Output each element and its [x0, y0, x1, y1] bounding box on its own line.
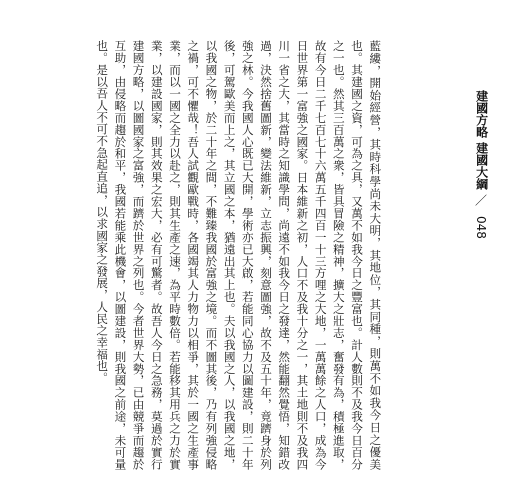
page-number: 048	[474, 216, 488, 239]
header-separator: ／	[473, 194, 488, 206]
body-text: 藍縷，開始經營，其時科學尚未大明，其地位，其同種，則萬不如我今日之優美也。其建國之資，可為之具，又萬不如我今日之豐富也。計人數則不及我今日百分之一也。然其三百萬之衆，皆具冒險之精神，擴大之壯志，奮發有為，積極進取，故有今日二千七百七十六萬五千四百一十三方哩之大地，一萬萬餘之人口，成為今日世界第一富強之國家。日本維新之初，人口不及我十分之一，其土地則不及我四川一省之大，其當時之知識學問，尚遠不如我今日之發達，然能翻然覺悟，知錯改過，決然捨舊圖新，變法維新，立志振興，刻意圖強，故不及五十年，竟躋身於列強之林。今我國人心既已大開，學術亦已大啟，若能同心協力以圖建設，則二十年後，可駕歐美而上之，其立國之本，猶遠出其上也。夫以我國之人，以我國之地，以我國之物，於二十年之間，不難臻我國於富強之境。而不圖其後，乃有列強侵略之禍，可不懼哉！吾人試觀歐戰時，各國竭其人力物力以相爭，其於一國之生產事業，而以一國之全力以赴之，則其生產之速，為平時數倍。若能移其用兵之力於實業，以建設國家，則其效果之宏大，必有可驚者。故吾人今日之急務，莫過於實行建國方略，以圖國家之富強，而躋於世界之列也。今者世界大勢，已由競爭而趨於互助，由侵略而趨於和平，我國若能乘此機會，以圖建設，則我國之前途，未可量也。是以吾人不可不急起直追，以求國家之發展，人民之幸福也。	[95, 40, 383, 470]
running-header	[472, 90, 490, 239]
body-text-column-block	[93, 40, 408, 470]
chapter-title: 建國大綱	[474, 142, 489, 190]
book-title: 建國方略	[474, 90, 489, 138]
